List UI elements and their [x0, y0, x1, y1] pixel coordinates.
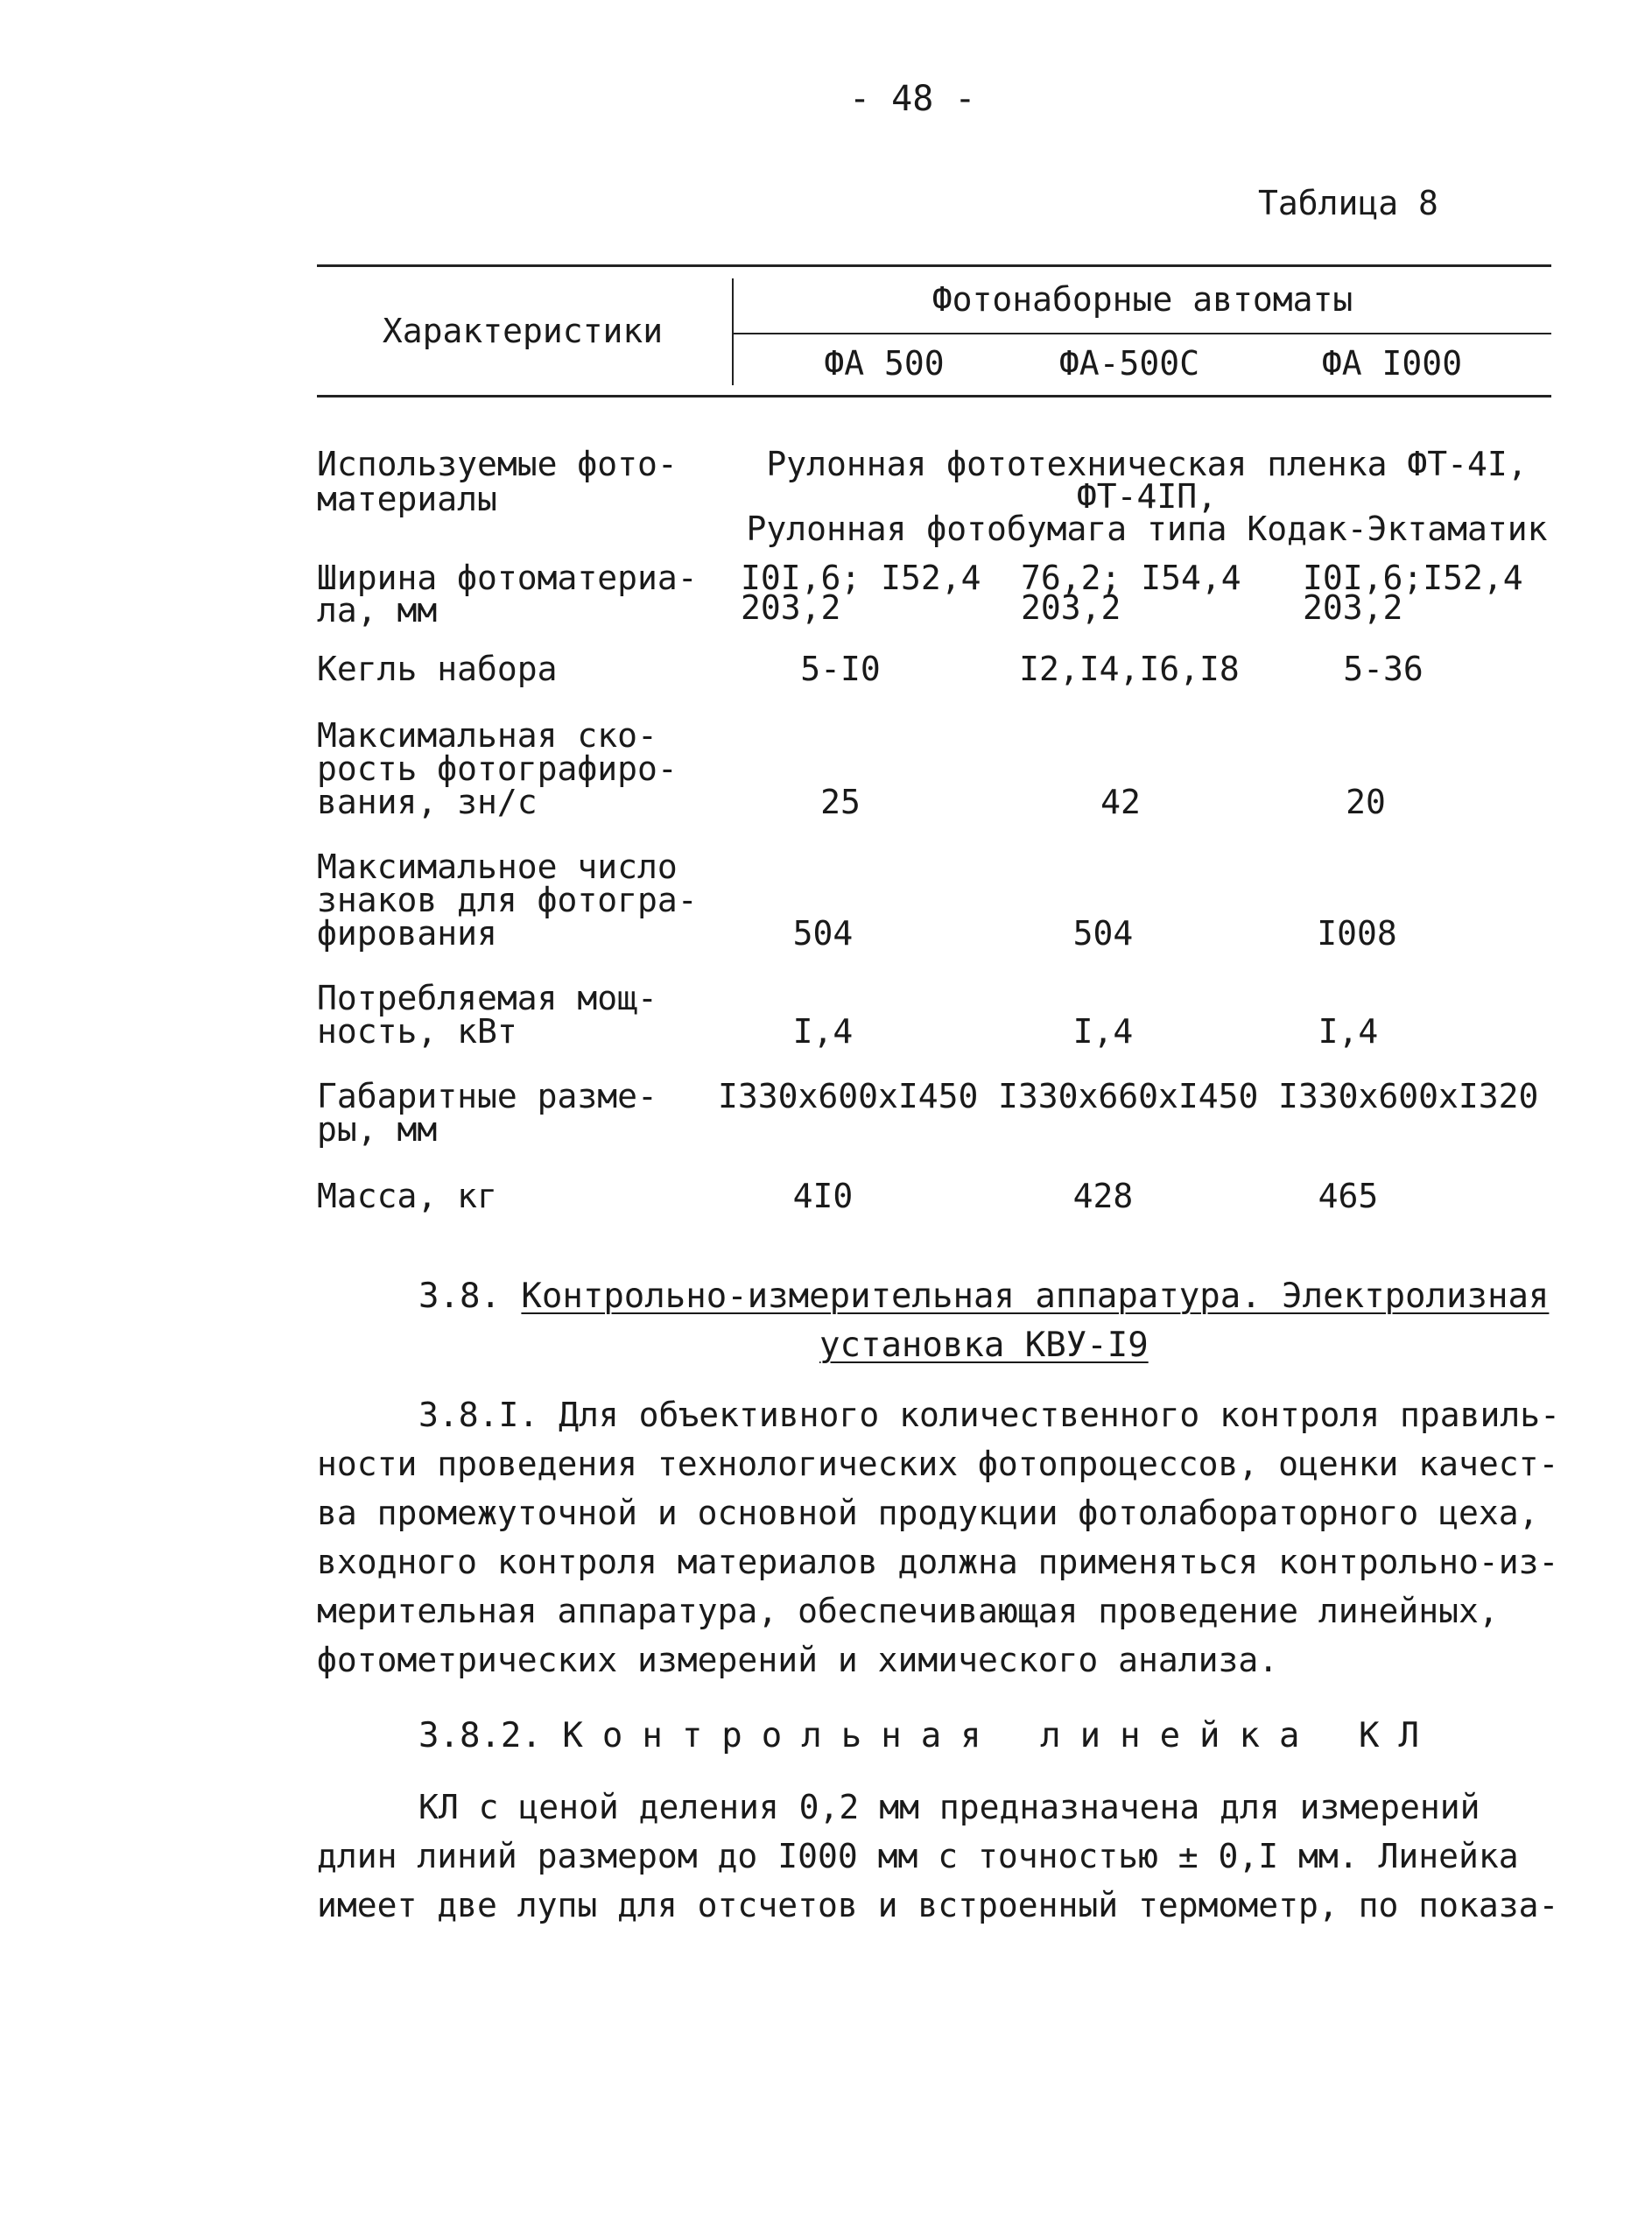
cell-font-size-fa500: 5-I0: [800, 650, 881, 688]
cell-max-chars-fa500c: 504: [1072, 914, 1134, 953]
cell-power-fa1000: I,4: [1318, 1012, 1379, 1051]
cell-line: 203,2: [1021, 588, 1121, 627]
cell-max-chars-fa500: 504: [792, 914, 854, 953]
cell-dimensions-fa500: I330x600xI450: [718, 1077, 979, 1115]
row-name-font-size: Кегль набора: [317, 650, 558, 688]
section-number: 3.8.: [418, 1277, 501, 1316]
cell-max-chars-fa1000: I008: [1317, 914, 1397, 953]
cell-line: 203,2: [1303, 588, 1403, 627]
paragraph-line: имеет две лупы для отсчетов и встроенный термометр, по показа-: [317, 1886, 1559, 1924]
cell-mass-fa500c: 428: [1072, 1177, 1134, 1215]
paragraph-line: длин линий размером до I000 мм с точностью ± 0,I мм. Линейка: [317, 1837, 1519, 1875]
row-name-line: Ширина фотоматериа-: [317, 559, 698, 597]
row-name-mass: Масса, кг: [317, 1177, 497, 1215]
paragraph-line: ва промежуточной и основной продукции фотолабораторного цеха,: [317, 1494, 1539, 1532]
section-heading-line1: [418, 1277, 1549, 1316]
cell-line: I0I,6; I52,4: [741, 559, 981, 597]
subsection-title: Контрольная линейка КЛ: [562, 1716, 1438, 1755]
row-name-dimensions: [317, 1079, 657, 1147]
header-mid-rule: [734, 333, 1551, 334]
row-name-line: Используемые фото-: [317, 445, 678, 483]
header-col-fa500c: ФА-500С: [1058, 344, 1200, 383]
row-name-max-chars: [317, 849, 698, 951]
row-name-line: Потребляемая мощ-: [317, 979, 657, 1017]
subsection-heading: [418, 1716, 1438, 1755]
cell-power-fa500c: I,4: [1072, 1012, 1134, 1051]
row-name-line: ры, мм: [317, 1110, 438, 1149]
header-group: Фотонаборные автоматы: [931, 280, 1353, 319]
cell-mass-fa500: 4I0: [792, 1177, 854, 1215]
cell-width-fa500: [741, 560, 981, 625]
merged-value-line: ФТ-4IП,: [1076, 477, 1218, 516]
row-name-width: [317, 559, 698, 630]
cell-line: I0I,6;I52,4: [1303, 559, 1523, 597]
row-name-line: материалы: [317, 480, 497, 518]
paragraph-line: входного контроля материалов должна применяться контрольно-из-: [317, 1543, 1559, 1581]
cell-dimensions-fa1000: I330x600xI320: [1278, 1077, 1539, 1115]
row-name-line: Максимальное число: [317, 848, 678, 886]
row-name-power: [317, 981, 657, 1049]
paragraph-3-8-1: [317, 1390, 1560, 1685]
paragraph-line: КЛ с ценой деления 0,2 мм предназначена для измерений: [418, 1788, 1480, 1826]
header-col-fa500: ФА 500: [824, 344, 945, 383]
row-name-line: рость фотографиро-: [317, 749, 678, 788]
subsection-number: 3.8.2.: [418, 1716, 542, 1755]
header-bottom-rule: [317, 395, 1551, 397]
paragraph-line: фотометрических измерений и химического анализа.: [317, 1641, 1279, 1679]
cell-font-size-fa500c: I2,I4,I6,I8: [1019, 650, 1240, 688]
table-caption: Таблица 8: [1258, 184, 1438, 222]
cell-line: 76,2; I54,4: [1021, 559, 1241, 597]
cell-max-speed-fa1000: 20: [1346, 783, 1386, 821]
cell-mass-fa1000: 465: [1318, 1177, 1379, 1215]
section-title-line1: Контрольно-измерительная аппаратура. Электролизная: [521, 1277, 1550, 1316]
cell-power-fa500: I,4: [792, 1012, 854, 1051]
row-name-max-speed: [317, 718, 678, 820]
paragraph-line: ности проведения технологических фотопроцессов, оценки качест-: [317, 1445, 1559, 1483]
cell-width-fa1000: [1303, 560, 1523, 625]
paragraph-3-8-2: [317, 1783, 1558, 1930]
row-name-line: ность, кВт: [317, 1012, 517, 1051]
header-col-fa1000: ФА I000: [1321, 344, 1463, 383]
cell-dimensions-fa500c: I330x660xI450: [998, 1077, 1259, 1115]
row-name-line: фирования: [317, 914, 497, 953]
merged-value-line: Рулонная фототехническая пленка ФТ-4I,: [766, 445, 1528, 483]
page-number: - 48 -: [849, 79, 976, 119]
paragraph-line: 3.8.I. Для объективного количественного контроля правиль-: [418, 1396, 1561, 1434]
cell-width-fa500c: [1021, 560, 1241, 625]
row-name-photomaterials: [317, 447, 678, 517]
row-name-line: Габаритные разме-: [317, 1077, 657, 1115]
row-value-photomaterials: [735, 447, 1558, 546]
row-name-line: знаков для фотогра-: [317, 881, 698, 919]
cell-max-speed-fa500c: 42: [1100, 783, 1141, 821]
merged-value-line: Рулонная фотобумага типа Кодак-Эктаматик: [746, 510, 1548, 548]
header-characteristics: Характеристики: [382, 312, 664, 350]
cell-font-size-fa1000: 5-36: [1343, 650, 1424, 688]
row-name-line: вания, зн/с: [317, 783, 538, 821]
row-name-line: ла, мм: [317, 591, 438, 630]
paragraph-line: мерительная аппаратура, обеспечивающая проведение линейных,: [317, 1592, 1499, 1630]
row-name-line: Максимальная ско-: [317, 716, 657, 755]
cell-max-speed-fa500: 25: [820, 783, 861, 821]
table-top-rule: [317, 264, 1551, 267]
section-title-line2: установка КВУ-I9: [819, 1326, 1149, 1365]
cell-line: 203,2: [741, 588, 841, 627]
